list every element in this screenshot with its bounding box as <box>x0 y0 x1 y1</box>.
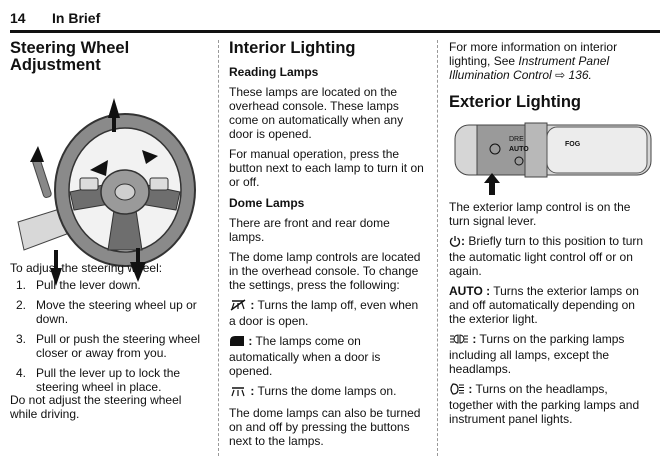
step-number: 1. <box>16 278 27 292</box>
auto-item <box>449 284 653 326</box>
exterior-lighting-column <box>449 40 653 426</box>
parking-text: Turns on the parking lamps including all lamps, except the headlamps. <box>449 332 625 376</box>
interior-lighting-column <box>229 40 425 448</box>
steering-wheel-illustration <box>10 92 210 288</box>
dome-buttons-text: The dome lamps can also be turned on and off by pressing the buttons next to the lamps. <box>229 406 421 448</box>
column-divider <box>437 40 439 456</box>
exterior-heading: Exterior Lighting <box>449 93 581 111</box>
dome-controls-text: The dome lamp controls are located in the overhead console. To change the settings, press the following: <box>229 250 421 292</box>
page-number: 14 <box>10 10 26 26</box>
steering-warning: Do not adjust the steering wheel while driving. <box>10 393 182 421</box>
dome-off-sep: : <box>250 298 255 312</box>
steering-heading: Steering Wheel Adjustment <box>10 39 130 74</box>
dome-door-sep: : <box>248 334 253 348</box>
dome-door-text: The lamps come on automatically when a door is opened. <box>229 334 381 378</box>
dre-label: DRE <box>509 136 524 143</box>
interior-heading: Interior Lighting <box>229 39 356 57</box>
reference-prefix: For more information on interior lighting, See <box>449 40 618 68</box>
auto-label: AUTO <box>449 284 483 298</box>
fog-label: FOG <box>565 141 581 148</box>
power-sep: : <box>461 234 465 248</box>
section-title: In Brief <box>52 10 101 26</box>
reference-arrow-icon: ⇨ <box>555 68 566 82</box>
step-text: Pull the lever down. <box>36 278 141 292</box>
dome-on-sep: : <box>250 384 255 398</box>
dome-on-item <box>229 384 425 400</box>
header-rule <box>10 30 660 33</box>
dome-on-text: Turns the dome lamps on. <box>257 384 397 398</box>
interior-reference <box>449 40 653 82</box>
reference-page: 136. <box>568 68 592 82</box>
reference-link[interactable]: Instrument Panel Illumination Control <box>449 54 610 82</box>
dome-door-item <box>229 334 425 378</box>
dome-off-item <box>229 298 425 328</box>
step-text: Pull the lever up to lock the steering wheel in place. <box>36 366 181 394</box>
steering-intro: To adjust the steering wheel: <box>10 261 163 275</box>
step-item <box>10 278 205 292</box>
reading-lamps-manual: For manual operation, press the button next to each lamp to turn it on or off. <box>229 147 424 189</box>
reading-lamps-heading: Reading Lamps <box>229 65 319 79</box>
step-item <box>10 366 205 394</box>
headlamp-item <box>449 382 653 426</box>
dome-lamps-text: There are front and rear dome lamps. <box>229 216 390 244</box>
steering-column <box>10 39 210 421</box>
step-number: 2. <box>16 298 27 312</box>
step-item <box>10 298 205 326</box>
page-header <box>10 8 660 30</box>
auto-sep: : <box>486 284 491 298</box>
power-text: Briefly turn to this position to turn the automatic light control off or on again. <box>449 234 644 278</box>
headlamp-icon <box>449 383 465 398</box>
auto-position-label: AUTO <box>509 146 529 153</box>
step-number: 4. <box>16 366 27 380</box>
parking-sep: : <box>472 332 477 346</box>
lamp-off-icon <box>229 299 247 314</box>
headlamp-sep: : <box>468 382 473 396</box>
lamp-on-icon <box>229 385 247 400</box>
step-text: Pull or push the steering wheel closer or away from you. <box>36 332 201 360</box>
auto-text: Turns the exterior lamps on and off automatically depending on the exterior light. <box>449 284 639 326</box>
parking-item <box>449 332 653 376</box>
step-item <box>10 332 205 360</box>
power-item <box>449 234 653 278</box>
step-text: Move the steering wheel up or down. <box>36 298 197 326</box>
step-number: 3. <box>16 332 27 346</box>
power-icon <box>449 235 461 250</box>
door-icon <box>229 335 245 350</box>
dome-off-text: Turns the lamp off, even when a door is open. <box>229 298 419 328</box>
dome-lamps-heading: Dome Lamps <box>229 196 305 210</box>
exterior-intro: The exterior lamp control is on the turn signal lever. <box>449 200 631 228</box>
column-divider <box>218 40 220 456</box>
lever-illustration <box>449 119 653 197</box>
headlamp-text: Turns on the headlamps, together with the parking lamps and instrument panel lights. <box>449 382 640 426</box>
steering-steps <box>10 278 205 394</box>
parking-lamps-icon <box>449 333 469 348</box>
reading-lamps-text: These lamps are located on the overhead console. These lamps come on automatically when any door is opened. <box>229 85 404 141</box>
